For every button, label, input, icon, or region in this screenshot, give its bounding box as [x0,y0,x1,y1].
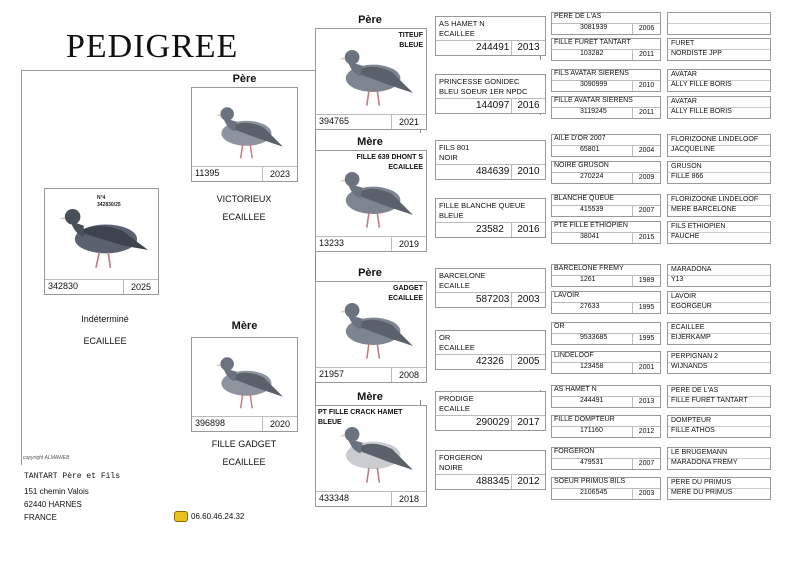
gen5-sire: FURET [671,40,695,47]
ring-year: 2007 [632,206,660,216]
gen5-card[interactable] [667,415,771,438]
gen4-name: SOEUR PRIMUS BILS [554,478,626,485]
owner-phone[interactable]: 06.60.46.24.32 [191,512,245,521]
photo-tag-line: N°4 [97,195,106,201]
gen4-name: FILS AVATAR SIERENS [554,70,629,77]
ring-number: 433348 [319,493,350,503]
ring-year: 2004 [632,146,660,156]
ring-year: 2005 [511,355,545,369]
phone-icon [174,511,188,522]
gen4-card[interactable] [551,134,661,157]
grandparent-card[interactable] [315,150,427,252]
gen4-name: OR [554,323,565,330]
ring-number: 3090999 [580,81,608,88]
gen4-card[interactable] [551,69,661,92]
gen5-card[interactable] [667,385,771,408]
gen5-dam: MARADONA FREMY [671,459,738,466]
ring-number: 587203 [476,294,510,305]
grandparent-tag [318,408,422,428]
gen4-card[interactable] [551,291,661,314]
gen4-name: PERE DE L'AS [554,13,602,20]
gen5-card[interactable] [667,447,771,470]
subject-sex: Indéterminé [81,314,129,324]
gen5-sire: AVATAR [671,98,697,105]
parent-colour: ECAILLEE [222,212,266,222]
ggp-ring-bar [436,98,545,113]
gen4-card[interactable] [551,264,661,287]
subject-colour: ECAILLEE [83,336,127,346]
gen4-name: FILLE DOMPTEUR [554,416,615,423]
parent-info [184,435,304,471]
grandparent-card[interactable] [315,405,427,507]
gen4-card[interactable] [551,351,661,374]
ring-number: 415539 [580,206,604,213]
gen5-card[interactable] [667,69,771,92]
pigeon-image [193,339,296,416]
ring-year: 2006 [632,24,660,34]
gen4-card[interactable] [551,12,661,35]
subject-info [55,310,155,350]
ring-number: 103282 [580,50,604,57]
grandparent-caption [316,491,426,506]
ggp-name: FILLE BLANCHE QUEUE [439,201,526,210]
gen4-name: AILE D'OR 2007 [554,135,606,142]
ring-number: 65801 [580,146,600,153]
subject-card[interactable] [44,188,159,295]
gen5-sire: LE BRUGEMANN [671,449,728,456]
gen5-dam: ALLY FILLE BORIS [671,108,732,115]
parent-card[interactable] [191,87,298,182]
ring-number: 42326 [476,356,504,367]
gen5-sire: FLORIZOONE LINDELOOF [671,136,759,143]
parent-photo [193,89,296,166]
gen5-dam: WIJNANDS [671,363,708,370]
ring-number: 171160 [580,427,603,434]
great-grandparent-card[interactable] [435,268,546,308]
ggp-name: BARCELONE [439,271,486,280]
ring-number: 123458 [580,363,604,370]
subject-caption [45,279,158,294]
gen5-dam: FILLE ATHOS [671,427,715,434]
ggp-colour: ECAILLEE [439,29,475,38]
ring-year: 2021 [391,115,426,129]
ggp-colour: ECAILLE [439,404,470,413]
great-grandparent-card[interactable] [435,450,546,490]
parent-info [184,190,304,226]
parent-colour: ECAILLEE [222,457,266,467]
grandparent-tag-colour: BLEUE [318,419,342,426]
gen4-card[interactable] [551,447,661,470]
ring-year: 2017 [511,416,545,430]
parent-caption [192,166,297,181]
grandparent-tag-colour: BLEUE [399,42,423,49]
ggp-ring-bar [436,164,545,179]
ring-year: 2010 [511,165,545,179]
ring-year: 2012 [511,475,545,489]
ring-number: 488345 [476,476,510,487]
ring-year: 2015 [632,233,660,243]
great-grandparent-card[interactable] [435,198,546,238]
ring-number: 270224 [580,173,604,180]
ring-year: 2025 [123,280,158,294]
gen4-ring-bar [552,145,660,156]
photo-tag-line: 342830/25 [97,202,121,208]
ggp-name: AS HAMET N [439,19,485,28]
grandparent-caption [316,367,426,382]
owner-street: 151 chemin Valois [24,487,89,496]
ring-year: 2018 [391,492,426,506]
ring-number: 484639 [476,166,510,177]
ring-year: 2013 [511,41,545,55]
ggp-colour: ECAILLE [439,281,470,290]
gen5-sire: PERE DE L'AS [671,387,719,394]
gen5-card[interactable] [667,96,771,119]
gen5-dam: ALLY FILLE BORIS [671,81,732,88]
ring-year: 2003 [511,293,545,307]
gen4-ring-bar [552,80,660,91]
grandparent-label: Mère [357,391,383,403]
gen4-name: LAVOIR [554,292,580,299]
grandparent-tag [323,153,423,173]
ring-number: 244491 [580,397,604,404]
gen5-card[interactable] [667,194,771,217]
gen5-divider [668,23,770,24]
grandparent-tag-name: PT FILLE CRACK HAMET [318,409,403,416]
owner-country: FRANCE [24,513,57,522]
gen4-ring-bar [552,107,660,118]
ring-number: 27633 [580,303,600,310]
great-grandparent-card[interactable] [435,391,546,431]
gen4-name: BARCELONE FREMY [554,265,624,272]
ggp-ring-bar [436,415,545,430]
gen4-ring-bar [552,302,660,313]
gen4-card[interactable] [551,161,661,184]
ring-year: 2016 [511,223,545,237]
ggp-ring-bar [436,474,545,489]
gen5-card[interactable] [667,477,771,500]
ring-number: 11395 [195,168,220,178]
ring-year: 2010 [632,81,660,91]
ring-number: 3119245 [580,108,607,115]
gen4-ring-bar [552,396,660,407]
ring-year: 2019 [391,237,426,251]
gen5-sire: ECAILLEE [671,324,705,331]
ring-number: 290029 [476,417,510,428]
gen4-card[interactable] [551,96,661,119]
gen4-ring-bar [552,172,660,183]
ring-year: 2001 [632,363,660,373]
grandparent-caption [316,236,426,251]
grandparent-tag [323,284,423,304]
ggp-name: FILS 801 [439,143,470,152]
grandparent-tag-name: GADGET [393,285,423,292]
ring-number: 23582 [476,224,504,235]
gen4-ring-bar [552,49,660,60]
gen5-card[interactable] [667,351,771,374]
ggp-colour: NOIRE [439,463,463,472]
grandparent-tag [323,31,423,51]
page-title: PEDIGREE [66,28,239,65]
gen4-card[interactable] [551,221,661,244]
ring-number: 144097 [476,100,510,111]
parent-card[interactable] [191,337,298,432]
gen4-ring-bar [552,232,660,243]
gen5-dam: MERE BARCELONE [671,206,737,213]
parent-caption [192,416,297,431]
gen4-card[interactable] [551,477,661,500]
gen4-ring-bar [552,426,660,437]
grandparent-tag-colour: ECAILLEE [388,295,423,302]
copyright: copyright ALMAWEB [23,455,70,461]
gen5-sire: PERE DU PRIMUS [671,479,732,486]
grandparent-card[interactable] [315,28,427,130]
great-grandparent-card[interactable] [435,16,546,56]
gen4-name: PTE FILLE ETHIOPIEN [554,222,628,229]
ggp-ring-bar [436,354,545,369]
ggp-ring-bar [436,292,545,307]
gen4-ring-bar [552,488,660,499]
ggp-name: PRINCESSE GONIDEC [439,77,520,86]
gen5-sire: MARADONA [671,266,712,273]
ggp-name: OR [439,333,451,342]
ring-year: 2023 [262,167,297,181]
gen4-ring-bar [552,23,660,34]
gen5-card[interactable] [667,322,771,345]
grandparent-label: Mère [357,136,383,148]
ring-year: 2008 [391,368,426,382]
ring-number: 3081939 [580,24,608,31]
gen5-card[interactable] [667,161,771,184]
gen5-sire: FILS ETHIOPIEN [671,223,726,230]
ring-year: 1995 [632,303,660,313]
gen4-card[interactable] [551,415,661,438]
owner-city: 62440 HARNES [24,500,82,509]
gen5-dam: Y13 [671,276,684,283]
gen4-ring-bar [552,275,660,286]
gen4-ring-bar [552,362,660,373]
parent-label: Père [232,73,257,85]
ring-number: 9533685 [580,334,608,341]
gen5-card[interactable] [667,221,771,244]
ring-year: 2013 [632,397,660,407]
gen4-ring-bar [552,205,660,216]
gen5-sire: LAVOIR [671,293,697,300]
ggp-name: FORGERON [439,453,483,462]
gen4-name: FILLE FURET TANTART [554,39,631,46]
grandparent-caption [316,114,426,129]
ring-number: 38041 [580,233,600,240]
gen5-dam: MERE DU PRIMUS [671,489,733,496]
gen5-dam: EIJERKAMP [671,334,711,341]
gen5-card[interactable] [667,134,771,157]
ring-number: 13233 [319,238,345,248]
ring-year: 2003 [632,489,660,499]
gen4-card[interactable] [551,322,661,345]
gen4-name: FILLE AVATAR SIERENS [554,97,633,104]
gen5-dam: NORDISTE JPP [671,50,722,57]
grandparent-label: Père [358,267,382,279]
gen4-card[interactable] [551,194,661,217]
gen5-card[interactable] [667,38,771,61]
gen5-sire: PERPIGNAN 2 [671,353,719,360]
gen5-dam: EGORGEUR [671,303,712,310]
parent-name: VICTORIEUX [216,194,272,204]
ring-year: 2016 [511,99,545,113]
ring-year: 2007 [632,459,660,469]
ring-number: 2106545 [580,489,608,496]
gen5-sire: GRUSON [671,163,702,170]
grandparent-tag-name: TITEUF [398,32,423,39]
pigeon-image [193,89,296,166]
gen5-card[interactable] [667,12,771,35]
gen5-dam: JACQUELINE [671,146,715,153]
gen5-card[interactable] [667,291,771,314]
ring-year: 2020 [262,417,297,431]
grandparent-tag-name: FILLE 639 DHONT S [356,154,423,161]
ggp-colour: ECAILLEE [439,343,475,352]
ring-year: 2011 [632,108,660,118]
gen4-name: LINDELOOF [554,352,594,359]
ggp-colour: BLEU SOEUR 1ER NPDC [439,87,528,96]
ggp-colour: BLEUE [439,211,464,220]
owner-name: TANTART Père et Fils [24,472,121,481]
gen4-name: NOIRE GRUSON [554,162,609,169]
parent-name: FILLE GADGET [211,439,277,449]
parent-photo [193,339,296,416]
subject-photo-tag [97,195,121,209]
great-grandparent-card[interactable] [435,140,546,180]
gen5-card[interactable] [667,264,771,287]
gen5-sire: FLORIZOONE LINDELOOF [671,196,759,203]
ring-number: 396898 [195,418,226,428]
parent-label: Mère [231,320,258,332]
ring-number: 244491 [476,42,510,53]
gen4-card[interactable] [551,385,661,408]
ggp-colour: NOIR [439,153,458,162]
ring-number: 1261 [580,276,596,283]
gen4-name: FORGERON [554,448,595,455]
ring-year: 1989 [632,276,660,286]
ring-year: 2012 [632,427,660,437]
ring-year: 2009 [632,173,660,183]
grandparent-tag-colour: ECAILLEE [388,164,423,171]
gen4-ring-bar [552,458,660,469]
gen4-name: AS HAMET N [554,386,597,393]
gen5-dam: FILLE 866 [671,173,704,180]
gen5-sire: AVATAR [671,71,697,78]
ggp-ring-bar [436,222,545,237]
ring-number: 394765 [319,116,350,126]
grandparent-card[interactable] [315,281,427,383]
ring-number: 342830 [48,281,79,291]
ggp-name: PRODIGE [439,394,474,403]
gen5-dam: FILLE FURET TANTART [671,397,748,404]
ring-year: 1995 [632,334,660,344]
ring-number: 21957 [319,369,345,379]
ring-number: 479531 [580,459,604,466]
gen4-card[interactable] [551,38,661,61]
great-grandparent-card[interactable] [435,74,546,114]
great-grandparent-card[interactable] [435,330,546,370]
grandparent-label: Père [358,14,382,26]
gen4-ring-bar [552,333,660,344]
ring-year: 2011 [632,50,660,60]
gen4-name: BLANCHE QUEUE [554,195,614,202]
gen5-sire: DOMPTEUR [671,417,712,424]
gen5-dam: FAUCHE [671,233,700,240]
ggp-ring-bar [436,40,545,55]
